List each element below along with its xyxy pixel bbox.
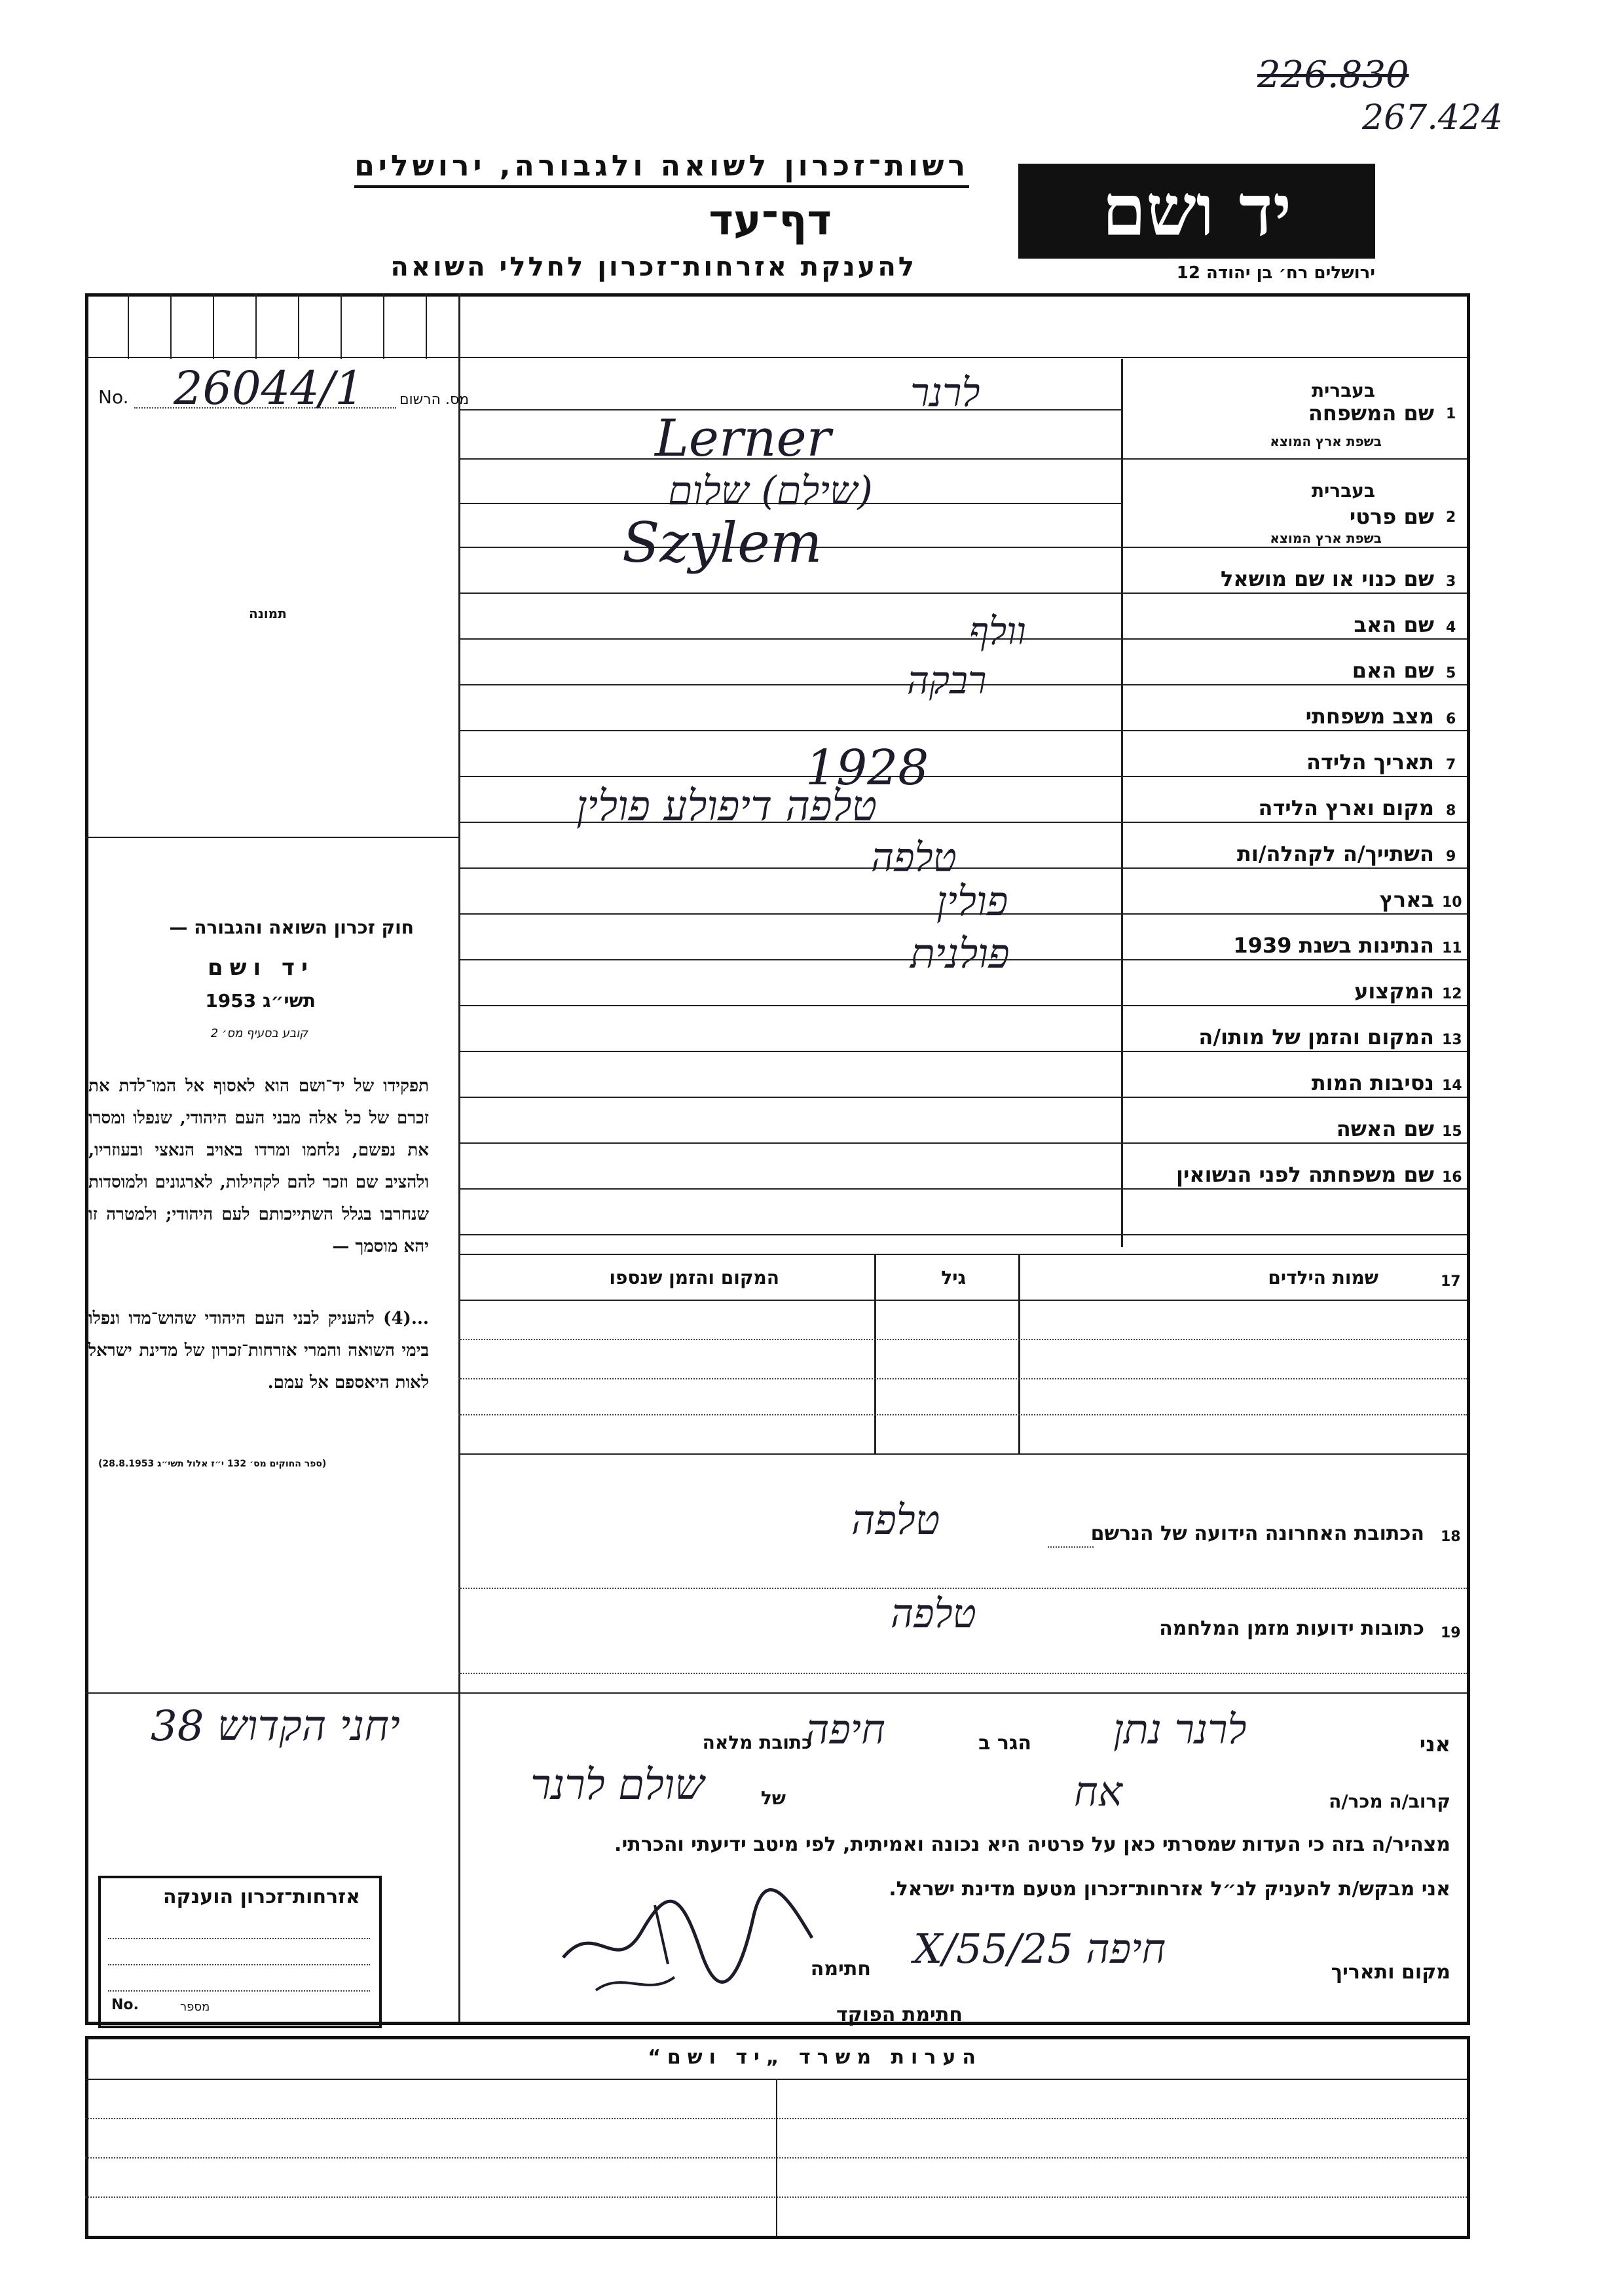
archive-number: 267.424 <box>1362 98 1504 137</box>
reg-no-prefix: No. <box>98 386 129 408</box>
row-line <box>1121 547 1467 548</box>
entry-line <box>458 1234 1121 1235</box>
field-19-label: כתובות ידועות מזמן המלחמה <box>1159 1617 1424 1640</box>
row-line <box>1121 867 1467 869</box>
row-line <box>1121 959 1467 960</box>
field-3-label: שם כנוי או שם מושאל <box>1220 566 1434 591</box>
field-18-hand: טלפה <box>851 1496 940 1544</box>
row-line <box>1121 684 1467 685</box>
field-2-hand-he: (שילם) שלום <box>668 468 873 514</box>
stamp-line-2 <box>108 1964 370 1965</box>
field-12-label: המקצוע <box>1354 979 1434 1004</box>
children-row <box>458 1414 1467 1415</box>
field-19-num: 19 <box>1441 1625 1461 1641</box>
row-line <box>1121 638 1467 640</box>
entry-line <box>458 1097 1121 1098</box>
row-line <box>1121 913 1467 915</box>
decl-line-1: מצהיר/ה בזה כי העדות שמסרתי כאן על פרטיה היא נכונה ואמיתית, לפי מיטב ידיעתי והכרתי. <box>614 1833 1450 1856</box>
field-4-num: 4 <box>1446 619 1456 636</box>
row-line <box>1121 1234 1467 1235</box>
field-19-hand: טלפה <box>891 1591 976 1637</box>
field-2-label: שם פרטי <box>1349 504 1434 529</box>
field-2-sub-origin: בשפת ארץ המוצא <box>1270 530 1382 546</box>
mini-box-5 <box>298 293 299 359</box>
field-1-sub-origin: בשפת ארץ המוצא <box>1270 433 1382 449</box>
field-8-label: מקום וארץ הלידה <box>1258 795 1434 820</box>
sidebar-end <box>85 1692 1467 1694</box>
field-11-hand: פולנית <box>910 930 1010 977</box>
label-column-divider <box>1121 359 1123 1247</box>
decl-place-date: מקום ותאריך <box>1331 1961 1450 1984</box>
entry-line <box>458 1051 1121 1052</box>
remarks-title: הערות משרד „יד ושם“ <box>648 2046 982 2069</box>
entry-line <box>458 776 1121 777</box>
field-5-label: שם האם <box>1352 658 1434 683</box>
field-5-hand: רבקה <box>907 658 987 702</box>
children-bottom <box>458 1453 1467 1455</box>
decl-hand-of: שולם לרנר <box>530 1761 705 1810</box>
field-19-extra-line <box>458 1673 1467 1674</box>
entry-line <box>458 1005 1121 1006</box>
field-18-extra-line <box>458 1588 1467 1589</box>
law-name: יד ושם <box>208 955 314 981</box>
field-7-num: 7 <box>1446 757 1456 773</box>
decl-officer-sig: חתימת הפוקד <box>836 2003 963 2026</box>
entry-line <box>458 684 1121 685</box>
decl-hagar: הגר ב <box>978 1732 1031 1755</box>
children-col-div-2 <box>1018 1254 1020 1453</box>
field-11-num: 11 <box>1442 940 1462 957</box>
field-7-label: תאריך הלידה <box>1306 750 1434 774</box>
stamp-line-1 <box>108 1938 370 1939</box>
row-line <box>1121 1142 1467 1144</box>
children-header-top <box>458 1254 1467 1255</box>
photo-label: תמונה <box>249 606 287 621</box>
field-7-hand: 1928 <box>805 740 929 796</box>
remarks-line <box>85 2196 1467 2198</box>
sidebar-divider <box>458 293 460 2022</box>
field-1-sub-hebrew: בעברית <box>1311 380 1375 401</box>
children-col-place: המקום והזמן שנספו <box>609 1267 779 1288</box>
field-9-hand: טלפה <box>871 835 957 881</box>
row-line <box>1121 1097 1467 1098</box>
entry-line <box>458 959 1121 960</box>
field-9-num: 9 <box>1446 848 1456 865</box>
field-10-label: בארץ <box>1379 887 1434 912</box>
children-row <box>458 1378 1467 1379</box>
decl-hand-city: חיפה <box>805 1705 885 1753</box>
law-ref: (ספר החוקים מס׳ 132 י״ז אלול תשי״ג 28.8.1953) <box>98 1459 327 1469</box>
address: ירושלים רח׳ בן יהודה 12 <box>1176 263 1375 283</box>
top-box-line <box>85 357 1467 358</box>
decl-ani: אני <box>1419 1732 1450 1757</box>
handwritten-signature <box>557 1879 819 1997</box>
field-16-label: שם משפחתה לפני הנשואין <box>1175 1162 1434 1187</box>
stamp-title: אזרחות־זכרון הוענקה <box>162 1886 360 1908</box>
field-10-num: 10 <box>1442 894 1462 911</box>
photo-bottom-line <box>85 837 458 838</box>
row-line <box>1121 1188 1467 1190</box>
children-col-div-1 <box>874 1254 876 1453</box>
field-1-label: שם המשפחה <box>1308 401 1434 426</box>
field-9-label: השתייך/ה לקהלה/ות <box>1236 841 1434 866</box>
law-text-2: ...(4) להעניק לבני העם היהודי שהוש־מדו ונפלו בימי השואה והמרי אזרחות־זכרון של מדינת ישראל לאות היאספם אל עמם. <box>88 1309 429 1393</box>
decl-hand-place-date: חיפה 25/X/55 <box>913 1925 1166 1973</box>
mini-box-7 <box>383 293 384 359</box>
stamp-no: No. <box>111 1997 139 2013</box>
field-18-num: 18 <box>1441 1529 1461 1545</box>
children-row <box>458 1339 1467 1340</box>
mini-box-4 <box>255 293 257 359</box>
decl-karov: קרוב/ה מכר/ה <box>1329 1791 1450 1812</box>
entry-line <box>458 1188 1121 1190</box>
mini-box-1 <box>128 293 129 359</box>
field-3-num: 3 <box>1446 574 1456 590</box>
field-12-num: 12 <box>1442 986 1462 1002</box>
law-clause: קובע בסעיף מס׳ 2 <box>210 1027 308 1040</box>
children-header-bottom <box>458 1300 1467 1301</box>
field-8-hand: טלפה דיפולע פולין <box>576 782 877 831</box>
decl-hand-name: לרנר נתן <box>1113 1705 1247 1753</box>
field-2-sub-hebrew: בעברית <box>1311 480 1375 501</box>
children-col-names: שמות הילדים <box>1268 1267 1378 1288</box>
decl-signature-label: חתימה <box>810 1958 871 1980</box>
decl-shel: של <box>760 1787 786 1809</box>
mini-box-6 <box>341 293 342 359</box>
field-2-num: 2 <box>1446 509 1456 526</box>
field-15-num: 15 <box>1442 1123 1462 1140</box>
row-line <box>1121 458 1467 460</box>
mini-box-2 <box>170 293 172 359</box>
mini-box-3 <box>213 293 214 359</box>
field-1-hand-orig: Lerner <box>655 409 831 468</box>
field-8-num: 8 <box>1446 803 1456 819</box>
row-line <box>1121 1005 1467 1006</box>
decl-line-2: אני מבקש/ת להעניק לנ״ל אזרחות־זכרון מטעם מדינת ישראל. <box>889 1878 1450 1901</box>
field-1-hand-he: לרנר <box>910 370 980 416</box>
children-num: 17 <box>1441 1273 1461 1290</box>
row-line <box>1121 776 1467 777</box>
field-4-hand: וולף <box>969 609 1026 653</box>
decl-ktovet: כתובת מלאה <box>702 1732 812 1753</box>
field-13-label: המקום והזמן של מותו/ה <box>1198 1025 1434 1049</box>
authority-line: רשות־זכרון לשואה ולגבורה, ירושלים <box>354 149 969 188</box>
field-10-hand: פולין <box>936 877 1008 925</box>
entry-line <box>458 730 1121 731</box>
law-text: תפקידו של יד־ושם הוא לאסוף אל המו־לדת את זכרם של כל אלה מבני העם היהודי, שנפלו ומסרו את נפשם, נלחמו ומרדו באויב הנאצי ובעוזריו, ולהציב שם וזכר להם לקהילות, לארגונים ולמוסדות שנחרבו בגלל השתייכותם לעם היהודי; ולמטרה זו יהא מוסמך — <box>88 1076 429 1256</box>
row-line <box>1121 592 1467 594</box>
field-4-label: שם האב <box>1354 612 1434 637</box>
entry-line <box>458 867 1121 869</box>
children-col-age: גיל <box>941 1267 966 1288</box>
field-1-num: 1 <box>1446 406 1456 422</box>
form-title: דף־עד <box>709 196 832 245</box>
law-title: חוק זכרון השואה והגבורה — <box>169 917 414 938</box>
field-2-hand-orig: Szylem <box>622 511 822 575</box>
stamp-mispar: מספר <box>180 2000 210 2014</box>
field-16-num: 16 <box>1442 1169 1462 1186</box>
row-line <box>1121 822 1467 823</box>
reg-no-value: 26044/1 <box>174 361 364 415</box>
field-6-num: 6 <box>1446 711 1456 727</box>
field-14-label: נסיבות המות <box>1311 1070 1434 1095</box>
entry-line <box>458 1142 1121 1144</box>
remarks-line <box>85 2157 1467 2159</box>
law-year: תשי״ג 1953 <box>205 990 316 1011</box>
field-18-label: הכתובת האחרונה הידועה של הנרשם <box>1090 1522 1424 1545</box>
field-5-num: 5 <box>1446 665 1456 682</box>
field-11-label: הנתינות בשנת 1939 <box>1233 933 1434 958</box>
field-13-num: 13 <box>1442 1032 1462 1048</box>
row-line <box>1121 730 1467 731</box>
row-line <box>1121 1051 1467 1052</box>
mini-box-8 <box>426 293 427 359</box>
logo-text: יד ושם <box>1101 170 1292 252</box>
form-subtitle: להענקת אזרחות־זכרון לחללי השואה <box>390 252 917 282</box>
archive-number-struck: 226.830 <box>1257 54 1409 96</box>
reg-no-label: מס. הרשום <box>399 392 470 408</box>
field-6-label: מצב משפחתי <box>1305 704 1434 729</box>
entry-line <box>458 913 1121 915</box>
field-18-line <box>1048 1546 1094 1548</box>
decl-hand-address: יחני הקדוש 38 <box>151 1702 400 1751</box>
stamp-line-3 <box>108 1990 370 1992</box>
entry-line <box>458 592 1121 594</box>
field-14-num: 14 <box>1442 1078 1462 1094</box>
field-15-label: שם האשה <box>1336 1116 1434 1141</box>
decl-hand-relation: אח <box>1074 1768 1122 1815</box>
remarks-line <box>85 2118 1467 2119</box>
yad-vashem-logo <box>1018 164 1375 259</box>
